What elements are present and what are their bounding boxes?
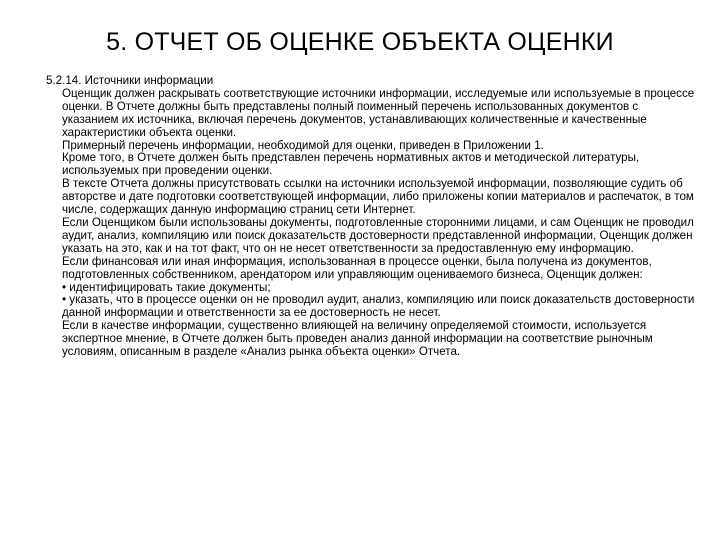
bullet-no-audit: • указать, что в процессе оценки он не проводил аудит, анализ, компиляцию или поиск доказательств достоверности данной информации и ответственности за ее достоверность не несет. bbox=[62, 293, 695, 320]
paragraph-references: В тексте Отчета должны присутствовать ссылки на источники используемой информации, позволяющие судить об авторстве и дате подготовки соответствующей информации, либо приложены копии материалов и распечаток, в том числе, содержащих данную информацию страниц сети Интернет. bbox=[62, 177, 694, 217]
bullet-identify: • идентифицировать такие документы; bbox=[62, 280, 271, 294]
slide-body bbox=[46, 75, 696, 359]
paragraph-appendix: Примерный перечень информации, необходимой для оценки, приведен в Приложении 1. bbox=[62, 138, 544, 152]
paragraph-third-party-docs: Если Оценщиком были использованы документы, подготовленные сторонними лицами, и сам Оценщик не проводил аудит, анализ, компиляцию или поиск доказательств достоверности представленной информации, Оценщик должен указать на это, как и на тот факт, что он не несет ответственности за предоставленную ему информацию. bbox=[62, 215, 694, 255]
paragraph-sources: Оценщик должен раскрывать соответствующие источники информации, исследуемые или используемые в процессе оценки. В Отчете должны быть представлены полный поименный перечень использованных документов с указанием их источника, включая перечень документов, устанавливающих количественные и качественные характеристики объекта оценки. bbox=[62, 86, 695, 139]
section-heading: 5.2.14. Источники информации bbox=[46, 74, 214, 87]
paragraph-owner-info: Если финансовая или иная информация, использованная в процессе оценки, была получена из документов, подготовленных собственником, арендатором или управляющим оцениваемого бизнеса, Оценщик должен: bbox=[62, 254, 652, 281]
slide-title: 5. ОТЧЕТ ОБ ОЦЕНКЕ ОБЪЕКТА ОЦЕНКИ bbox=[106, 28, 614, 56]
paragraph-list bbox=[62, 88, 696, 359]
paragraph-normative-acts: Кроме того, в Отчете должен быть представлен перечень нормативных актов и методической литературы, используемых при проведении оценки. bbox=[62, 151, 640, 178]
paragraph-expert-opinion: Если в качестве информации, существенно влияющей на величину определяемой стоимости, используется экспертное мнение, в Отчете должен быть проведен анализ данной информации на соответствие рыночным условиям, описанным в разделе «Анализ рынка объекта оценки» Отчета. bbox=[62, 319, 653, 359]
